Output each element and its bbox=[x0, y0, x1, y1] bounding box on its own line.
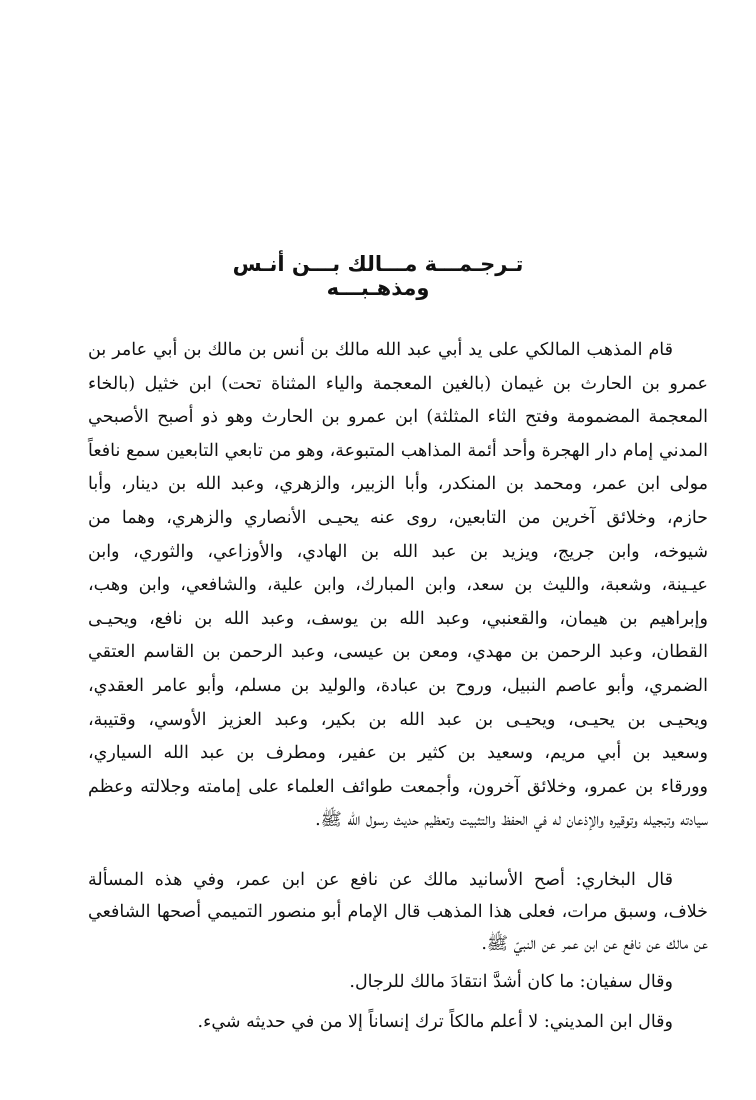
text-line: وإبراهيم بن هيمان، والقعنبي، وعبد الله بن يوسف، وعبد الله بن نافع، ويحيـى bbox=[88, 609, 708, 629]
text-line: عمرو بن الحارث بن غيمان (بالغين المعجمة والياء المثناة تحت) ابن خثيل (بالخاء bbox=[88, 374, 708, 394]
text-line: مولى ابن عمر، ومحمد بن المنكدر، وأبا الزبير، والزهري، وعبد الله بن دينار، وأبا bbox=[88, 474, 708, 494]
text-line: عن مالك عن نافع عن ابن عمر عن النبيّ ﷺ. bbox=[481, 934, 708, 954]
text-line: وورقاء بن عمرو، وخلائق آخرون، وأجمعت طوائف العلماء على إمامته وجلالته وعظم bbox=[88, 777, 708, 797]
page-title: تـرجـمـــة مـــالك بـــن أنـس ومذهـبـــه bbox=[232, 252, 524, 300]
text-line: القطان، وعبد الرحمن بن مهدي، ومعن بن عيسى، وعبد الرحمن بن القاسم العتقي bbox=[88, 642, 708, 662]
text-line: عيـينة، وشعبة، والليث بن سعد، وابن المبارك، وابن علية، والشافعي، وابن وهب، bbox=[88, 575, 708, 595]
text-line: حازم، وخلائق آخرين من التابعين، روى عنه يحيـى الأنصاري والزهري، وهما من bbox=[88, 508, 708, 528]
text-line: ويحيـى بن يحيـى، ويحيـى بن عبد الله بن بكير، وعبد العزيز الأوسي، وقتيبة، bbox=[88, 710, 708, 730]
text-line: المعجمة المضمومة وفتح الثاء المثلثة) ابن عمرو بن الحارث وهو ذو أصبح الأصبحي bbox=[88, 407, 708, 427]
text-line: وسعيد بن أبي مريم، وسعيد بن كثير بن عفير، ومطرف بن عبد الله السياري، bbox=[88, 743, 708, 763]
paragraph-ibn-madini-quote: وقال ابن المديني: لا أعلم مالكاً ترك إنساناً إلا من في حديثه شيء. bbox=[197, 1012, 673, 1032]
text-line: قال البخاري: أصح الأسانيد مالك عن نافع عن ابن عمر، وفي هذه المسألة bbox=[88, 870, 673, 890]
text-line: قام المذهب المالكي على يد أبي عبد الله مالك بن أنس بن مالك بن أبي عامر بن bbox=[88, 340, 673, 360]
paragraph-sufyan-quote: وقال سفيان: ما كان أشدَّ انتقادَ مالك للرجال. bbox=[349, 972, 673, 992]
text-line: سيادته وتبجيله وتوقيره والإذعان له في الحفظ والتثبيت وتعظيم حديث رسول الله ﷺ. bbox=[315, 810, 708, 830]
text-line: خلاف، وسبق مرات، فعلى هذا المذهب قال الإمام أبو منصور التميمي أصحها الشافعي bbox=[88, 902, 708, 922]
text-line: المدني إمام دار الهجرة وأحد أئمة المذاهب المتبوعة، وهو من تابعي التابعين سمع نافعاً bbox=[88, 441, 708, 461]
text-line: الضمري، وأبو عاصم النبيل، وروح بن عبادة، والوليد بن مسلم، وأبو عامر العقدي، bbox=[88, 676, 708, 696]
text-line: شيوخه، وابن جريج، ويزيد بن عبد الله بن الهادي، والأوزاعي، والثوري، وابن bbox=[88, 542, 708, 562]
